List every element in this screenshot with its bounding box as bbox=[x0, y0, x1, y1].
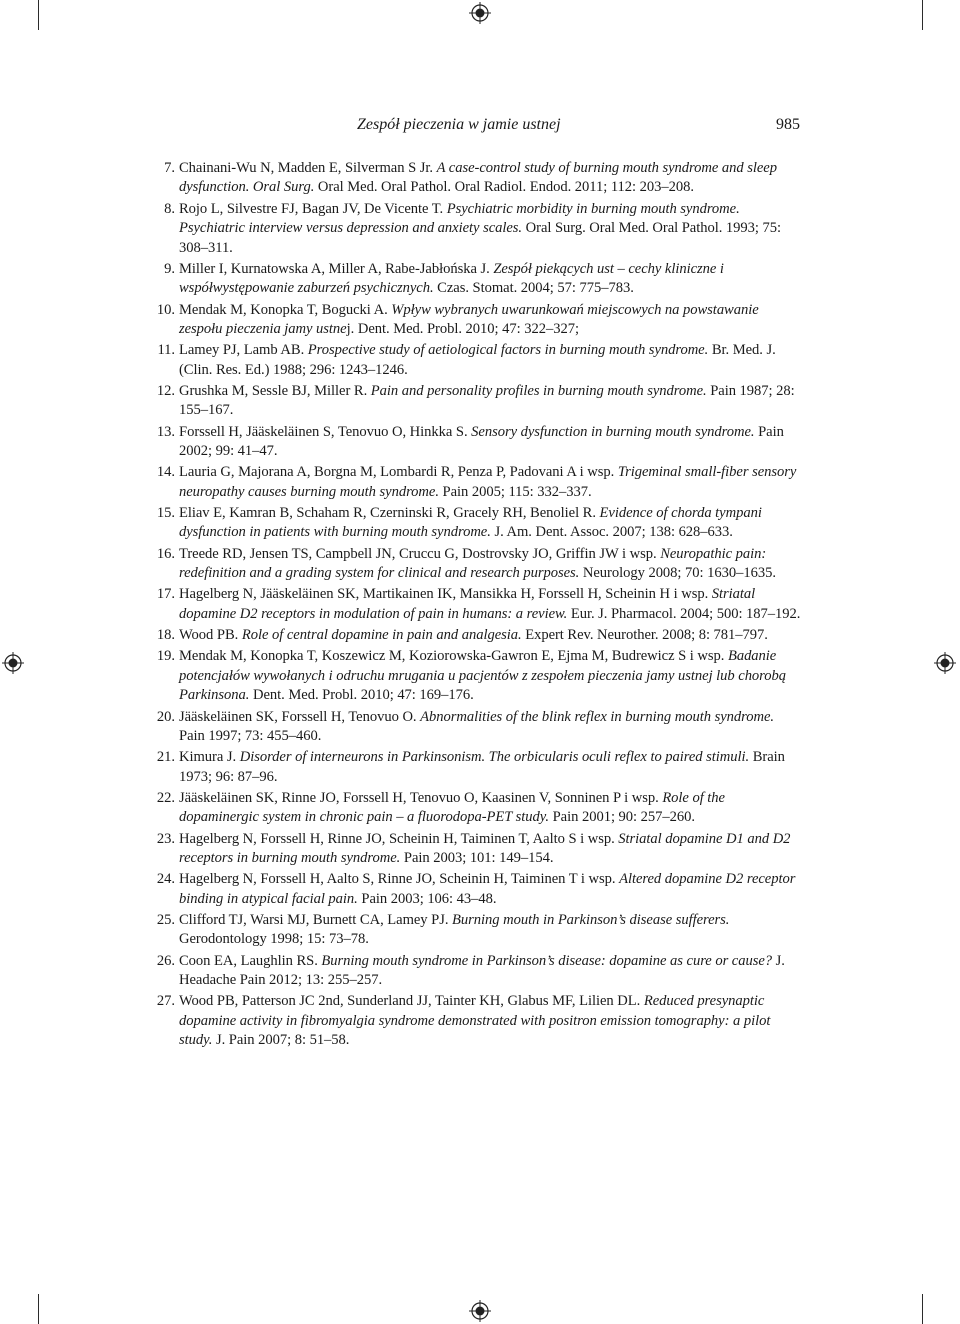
reference-title: Prospective study of aetiological factors in burning mouth syndrome. bbox=[307, 342, 709, 359]
reference-segment: Mendak M, Konopka T, Bogucki A. bbox=[179, 301, 392, 318]
reference-number: 8. bbox=[164, 200, 175, 217]
reference-item bbox=[155, 992, 803, 1050]
reference-title: Evidence of chorda tympani dysfunction in patients with burning mouth syndrome. bbox=[179, 505, 762, 541]
registration-mark-icon-top bbox=[469, 2, 491, 24]
reference-segment: Miller I, Kurnatowska A, Miller A, Rabe-Jabłońska J. bbox=[179, 260, 494, 277]
reference-text bbox=[179, 648, 786, 703]
reference-title: Burning mouth syndrome in Parkinson’s disease: dopamine as cure or cause? bbox=[321, 952, 773, 969]
reference-segment: Pain 1987; 28: 155–167. bbox=[179, 382, 795, 419]
reference-text bbox=[179, 261, 724, 296]
reference-segment: Hagelberg N, Forssell H, Rinne JO, Scheinin H, Taiminen T, Aalto S i wsp. bbox=[179, 830, 619, 847]
reference-title: Role of central dopamine in pain and analgesia. bbox=[241, 627, 522, 644]
reference-segment: Pain 2003; 101: 149–154. bbox=[400, 850, 554, 867]
reference-item bbox=[155, 301, 803, 340]
reference-title: Disorder of interneurons in Parkinsonism. The orbicularis oculi reflex to paired stimuli. bbox=[239, 749, 750, 766]
reference-number: 16. bbox=[156, 545, 175, 562]
registration-mark-icon-left bbox=[2, 652, 24, 674]
reference-segment: Br. Med. J. (Clin. Res. Ed.) 1988; 296: 1243–1246. bbox=[179, 342, 776, 378]
reference-number: 21. bbox=[156, 749, 175, 766]
reference-number: 26. bbox=[156, 952, 175, 969]
reference-segment: Coon EA, Laughlin RS. bbox=[179, 952, 322, 969]
reference-segment: Forssell H, Jääskeläinen S, Tenovuo O, Hinkka S. bbox=[179, 423, 472, 440]
reference-segment: Pain 1997; 73: 455–460. bbox=[179, 727, 322, 744]
reference-segment: Lamey PJ, Lamb AB. bbox=[179, 342, 308, 359]
reference-text bbox=[179, 464, 796, 499]
reference-number: 25. bbox=[156, 912, 175, 929]
reference-text bbox=[179, 790, 725, 825]
reference-segment: Pain 2005; 115: 332–337. bbox=[438, 483, 592, 500]
reference-segment: Oral Med. Oral Pathol. Oral Radiol. Endod. 2011; 112: 203–208. bbox=[314, 179, 694, 196]
reference-segment: Czas. Stomat. 2004; 57: 775–783. bbox=[433, 280, 634, 297]
reference-number: 11. bbox=[157, 342, 175, 359]
reference-title: A case-control study of burning mouth syndrome and sleep dysfunction. Oral Surg. bbox=[179, 160, 777, 196]
reference-number: 19. bbox=[156, 648, 175, 665]
reference-item bbox=[155, 504, 803, 543]
reference-segment: Jääskeläinen SK, Forssell H, Tenovuo O. bbox=[179, 708, 421, 725]
reference-title: Burning mouth in Parkinson’s disease sufferers. bbox=[452, 912, 730, 929]
reference-item bbox=[155, 952, 803, 991]
reference-number: 9. bbox=[164, 260, 175, 277]
reference-item bbox=[155, 382, 803, 421]
reference-segment: J. Am. Dent. Assoc. 2007; 138: 628–633. bbox=[490, 524, 733, 541]
reference-segment: Neurology 2008; 70: 1630–1635. bbox=[579, 565, 776, 582]
reference-item bbox=[155, 830, 803, 869]
reference-text bbox=[179, 201, 781, 256]
reference-text bbox=[179, 342, 776, 377]
reference-segment: Grushka M, Sessle BJ, Miller R. bbox=[179, 382, 371, 399]
reference-text bbox=[179, 831, 790, 866]
reference-segment: Pain 2002; 99: 41–47. bbox=[179, 423, 784, 460]
reference-item bbox=[155, 585, 803, 624]
reference-segment: Wood PB. bbox=[179, 627, 242, 644]
reference-number: 15. bbox=[156, 505, 175, 522]
reference-item bbox=[155, 626, 803, 645]
reference-title: Badanie potencjałów wywołanych i odruchu mrugania u pacjentów z zespołem pieczenia jamy ustnej lub chorobą Parkinsona. bbox=[179, 648, 787, 704]
reference-text bbox=[179, 627, 768, 643]
reference-number: 24. bbox=[156, 871, 175, 888]
reference-segment: Mendak M, Konopka T, Koszewicz M, Koziorowska-Gawron E, Ejma M, Budrewicz S i wsp. bbox=[179, 648, 728, 665]
reference-title: Wpływ wybranych uwarunkowań miejscowych na powstawanie zespołu pieczenia jamy ustne bbox=[179, 301, 759, 337]
reference-segment: Jääskeläinen SK, Rinne JO, Forssell H, Tenovuo O, Kaasinen V, Sonninen P i wsp. bbox=[179, 789, 663, 806]
reference-segment: Kimura J. bbox=[179, 749, 240, 766]
reference-text bbox=[179, 953, 785, 988]
registration-mark-icon-right bbox=[934, 652, 956, 674]
reference-text bbox=[179, 871, 795, 906]
reference-item bbox=[155, 423, 803, 462]
reference-item bbox=[155, 341, 803, 380]
reference-text bbox=[179, 586, 800, 621]
crop-mark-bottom-right bbox=[922, 1294, 923, 1324]
reference-text bbox=[179, 160, 777, 195]
reference-number: 17. bbox=[156, 586, 175, 603]
reference-title: Trigeminal small-fiber sensory neuropathy causes burning mouth syndrome. bbox=[179, 464, 797, 500]
reference-item bbox=[155, 159, 803, 198]
reference-title: Altered dopamine D2 receptor binding in atypical facial pain. bbox=[179, 871, 796, 907]
reference-segment: Pain 2003; 106: 43–48. bbox=[357, 890, 497, 907]
reference-segment: Pain 2001; 90: 257–260. bbox=[549, 809, 695, 826]
reference-segment: Lauria G, Majorana A, Borgna M, Lombardi R, Penza P, Padovani A i wsp. bbox=[179, 464, 618, 481]
reference-segment: j. Dent. Med. Probl. 2010; 47: 322–327; bbox=[346, 320, 579, 337]
reference-segment: Expert Rev. Neurother. 2008; 8: 781–797. bbox=[521, 627, 768, 644]
reference-item bbox=[155, 545, 803, 584]
reference-item bbox=[155, 260, 803, 299]
reference-number: 27. bbox=[156, 993, 175, 1010]
reference-number: 23. bbox=[156, 830, 175, 847]
reference-segment: Eur. J. Pharmacol. 2004; 500: 187–192. bbox=[567, 605, 801, 622]
reference-list bbox=[155, 159, 803, 1053]
reference-text bbox=[179, 912, 729, 947]
reference-item bbox=[155, 708, 803, 747]
reference-segment: Oral Surg. Oral Med. Oral Pathol. 1993; 75: 308–311. bbox=[179, 220, 782, 256]
reference-segment: Chainani-Wu N, Madden E, Silverman S Jr. bbox=[179, 160, 437, 176]
reference-title: Abnormalities of the blink reflex in burning mouth syndrome. bbox=[420, 708, 774, 725]
reference-number: 13. bbox=[156, 423, 175, 440]
crop-mark-top-left bbox=[38, 0, 39, 30]
running-title: Zespół pieczenia w jamie ustnej bbox=[357, 116, 561, 133]
reference-segment: Wood PB, Patterson JC 2nd, Sunderland JJ, Tainter KH, Glabus MF, Lilien DL. bbox=[179, 993, 644, 1010]
registration-mark-icon-bottom bbox=[469, 1300, 491, 1322]
reference-number: 10. bbox=[156, 301, 175, 318]
reference-segment: Hagelberg N, Jääskeläinen SK, Martikainen IK, Mansikka H, Forssell H, Scheinin H i wsp. bbox=[179, 586, 712, 603]
reference-number: 22. bbox=[156, 789, 175, 806]
reference-number: 7. bbox=[164, 160, 175, 176]
reference-text bbox=[179, 993, 770, 1048]
reference-item bbox=[155, 789, 803, 828]
reference-number: 14. bbox=[156, 464, 175, 481]
reference-item bbox=[155, 748, 803, 787]
reference-segment: Rojo L, Silvestre FJ, Bagan JV, De Vicente T. bbox=[179, 200, 447, 217]
reference-segment: J. Headache Pain 2012; 13: 255–257. bbox=[179, 952, 785, 989]
reference-item bbox=[155, 200, 803, 258]
reference-segment: Gerodontology 1998; 15: 73–78. bbox=[179, 931, 369, 948]
reference-text bbox=[179, 709, 774, 744]
reference-segment: Treede RD, Jensen TS, Campbell JN, Cruccu G, Dostrovsky JO, Griffin JW i wsp. bbox=[179, 545, 661, 562]
reference-title: Sensory dysfunction in burning mouth syndrome. bbox=[471, 423, 755, 440]
reference-number: 12. bbox=[156, 382, 175, 399]
reference-text bbox=[179, 749, 785, 784]
reference-text bbox=[179, 302, 759, 337]
reference-segment: Brain 1973; 96: 87–96. bbox=[179, 749, 785, 785]
reference-text bbox=[179, 546, 776, 581]
reference-item bbox=[155, 870, 803, 909]
reference-title: Striatal dopamine D1 and D2 receptors in burning mouth syndrome. bbox=[179, 830, 791, 867]
reference-segment: Hagelberg N, Forssell H, Aalto S, Rinne JO, Scheinin H, Taiminen T i wsp. bbox=[179, 871, 620, 888]
reference-item bbox=[155, 911, 803, 950]
reference-title: Zespół piekących ust – cechy kliniczne i współwystępowanie zaburzeń psychicznych. bbox=[179, 260, 724, 297]
reference-title: Neuropathic pain: redefinition and a grading system for clinical and research purposes. bbox=[179, 545, 767, 582]
reference-title: Pain and personality profiles in burning mouth syndrome. bbox=[370, 382, 707, 399]
reference-item bbox=[155, 463, 803, 502]
reference-segment: Clifford TJ, Warsi MJ, Burnett CA, Lamey PJ. bbox=[179, 912, 453, 929]
crop-mark-bottom-left bbox=[38, 1294, 39, 1324]
reference-segment: J. Pain 2007; 8: 51–58. bbox=[212, 1032, 350, 1049]
reference-segment: Dent. Med. Probl. 2010; 47: 169–176. bbox=[249, 687, 474, 704]
page-number: 985 bbox=[776, 116, 800, 133]
reference-title: Psychiatric morbidity in burning mouth syndrome. Psychiatric interview versus depression and anxiety scales. bbox=[179, 200, 740, 237]
reference-text bbox=[179, 383, 795, 418]
reference-text bbox=[179, 505, 762, 540]
reference-number: 20. bbox=[156, 708, 175, 725]
crop-mark-top-right bbox=[922, 0, 923, 30]
reference-number: 18. bbox=[156, 627, 175, 644]
reference-segment: Eliav E, Kamran B, Schaham R, Czerninski R, Gracely RH, Benoliel R. bbox=[179, 505, 600, 522]
reference-item bbox=[155, 647, 803, 705]
reference-title: Role of the dopaminergic system in chronic pain – a fluorodopa-PET study. bbox=[179, 789, 725, 826]
reference-title: Striatal dopamine D2 receptors in modulation of pain in humans: a review. bbox=[179, 586, 756, 622]
reference-title: Reduced presynaptic dopamine activity in fibromyalgia syndrome demonstrated with positron emission tomography: a pilot study. bbox=[179, 993, 771, 1049]
reference-text bbox=[179, 424, 784, 459]
